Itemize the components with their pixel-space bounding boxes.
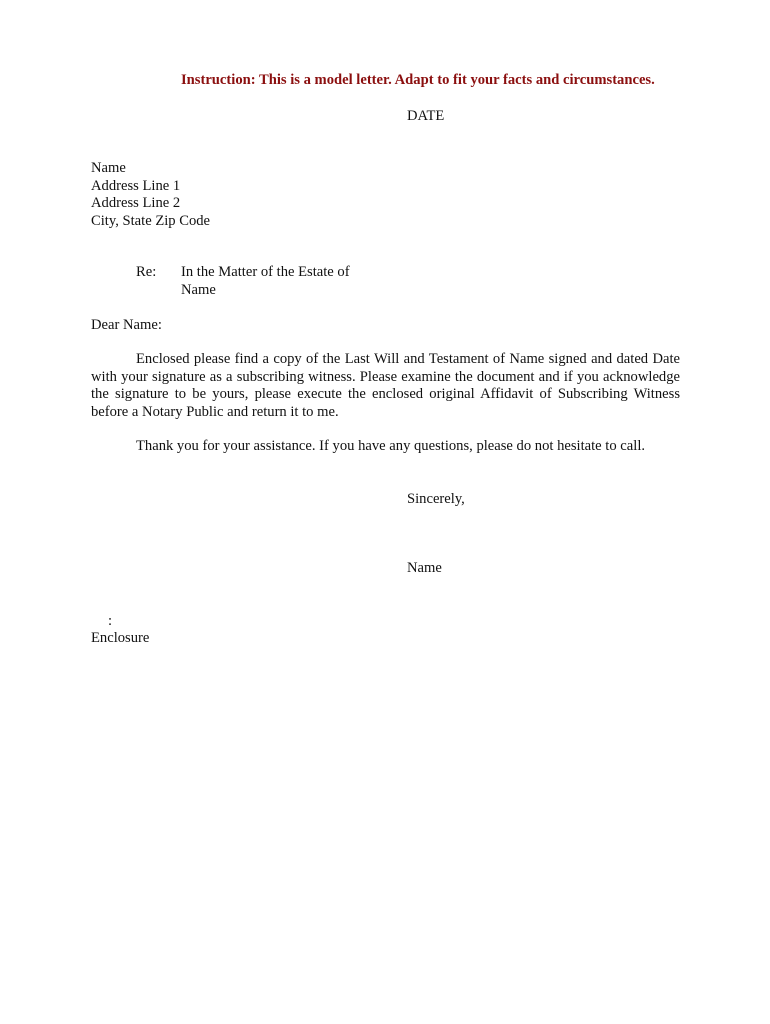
signer-name: Name (407, 560, 442, 576)
closing: Sincerely, (407, 491, 465, 507)
salutation: Dear Name: (91, 317, 162, 333)
enclosure-notation: Enclosure (91, 630, 150, 646)
initials-colon-mark: : (108, 613, 113, 629)
re-subject (181, 264, 350, 299)
thanks-paragraph: Thank you for your assistance. If you have any questions, please do not hesitate to call. (136, 438, 646, 454)
recipient-address-line-2: Address Line 2 (91, 195, 181, 211)
re-label: Re: (136, 264, 157, 280)
recipient-address-block (91, 160, 210, 230)
body-paragraph: Enclosed please find a copy of the Last Will and Testament of Name signed and dated Date with your signature as a subscribing witness. Please examine the document and if you acknowledge the signature to be yours, please execute the enclosed original Affidavit of Subscribing Witness before a Notary Public and return it to me. (91, 351, 680, 420)
re-subject-line-1: In the Matter of the Estate of (181, 264, 350, 280)
re-subject-line-2: Name (181, 281, 216, 298)
recipient-address-line-1: Address Line 1 (91, 177, 181, 194)
instruction-note: Instruction: This is a model letter. Adapt to fit your facts and circumstances. (181, 72, 655, 88)
letter-date: DATE (407, 108, 445, 124)
recipient-city-state-zip: City, State Zip Code (91, 212, 211, 229)
recipient-name: Name (91, 160, 126, 176)
